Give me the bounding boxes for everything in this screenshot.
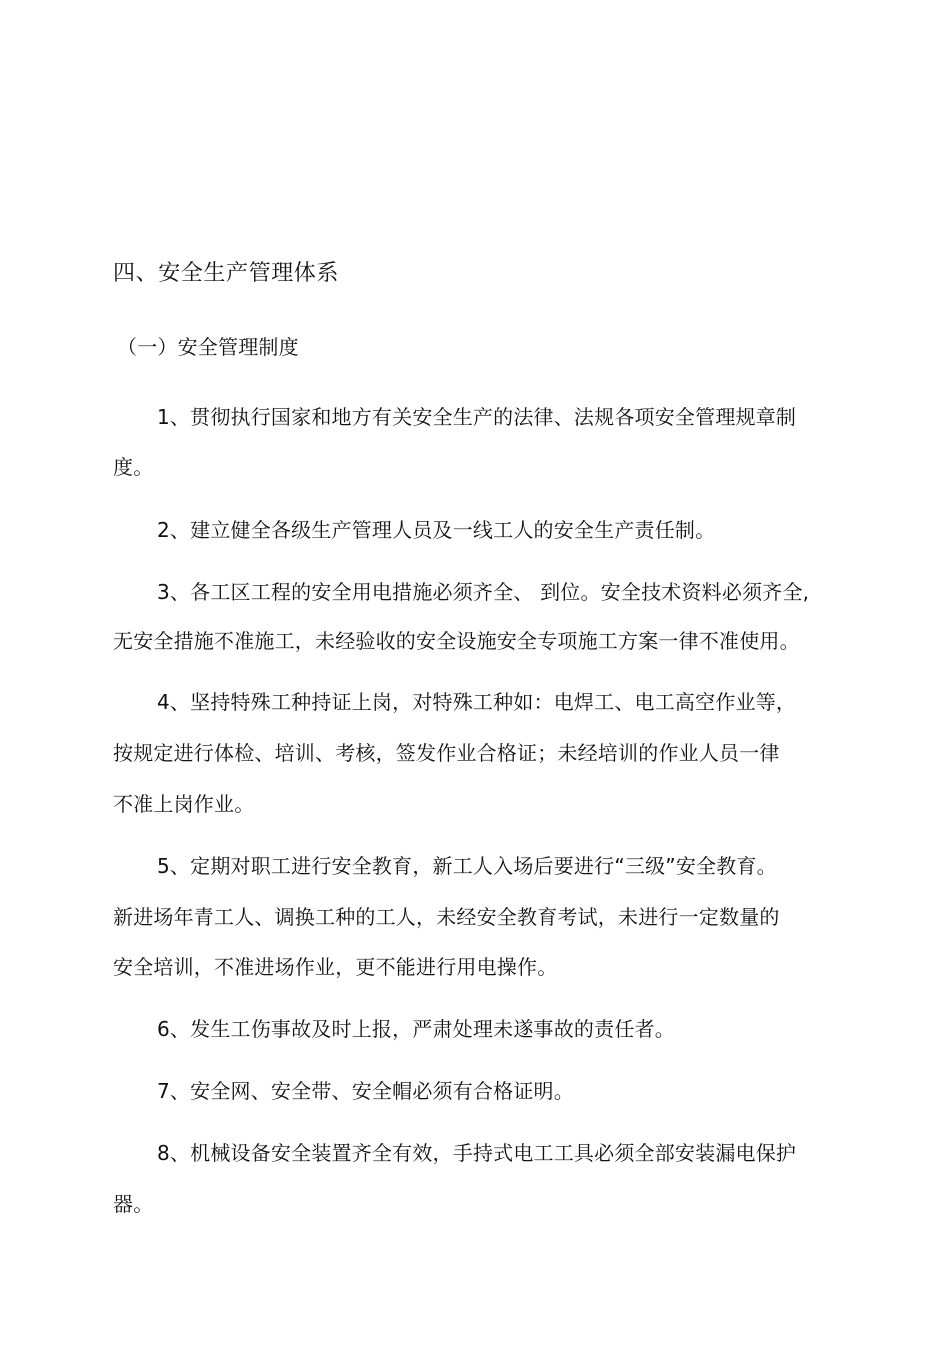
subsection-title: （一）安全管理制度 — [117, 335, 299, 359]
item-5-line-3: 安全培训，不准进场作业，更不能进行用电操作。 — [113, 955, 558, 979]
item-1-line-2: 度。 — [113, 455, 154, 479]
item-8-line-2: 器。 — [113, 1192, 154, 1216]
item-4-line-3: 不准上岗作业。 — [113, 792, 255, 816]
item-3-line-2: 无安全措施不准施工，未经验收的安全设施安全专项施工方案一律不准使用。 — [113, 629, 800, 653]
item-3-line-1: 3、各工区工程的安全用电措施必须齐全、 到位。安全技术资料必须齐全, — [157, 580, 810, 604]
item-8-line-1: 8、机械设备安全装置齐全有效，手持式电工工具必须全部安装漏电保护 — [157, 1141, 797, 1165]
item-1-line-1: 1、贯彻执行国家和地方有关安全生产的法律、法规各项安全管理规章制 — [157, 405, 797, 429]
item-7-line-1: 7、安全网、安全带、安全帽必须有合格证明。 — [157, 1079, 574, 1103]
section-title: 四、安全生产管理体系 — [113, 261, 340, 286]
item-6-line-1: 6、发生工伤事故及时上报，严肃处理未遂事故的责任者。 — [157, 1017, 675, 1041]
item-5-line-1: 5、定期对职工进行安全教育，新工人入场后要进行“三级”安全教育。 — [157, 854, 777, 878]
item-5-line-2: 新进场年青工人、调换工种的工人，未经安全教育考试，未进行一定数量的 — [113, 905, 780, 929]
item-4-line-1: 4、坚持特殊工种持证上岗，对特殊工种如：电焊工、电工高空作业等， — [157, 690, 797, 714]
item-4-line-2: 按规定进行体检、培训、考核，签发作业合格证；未经培训的作业人员一律 — [113, 741, 780, 765]
item-2-line-1: 2、建立健全各级生产管理人员及一线工人的安全生产责任制。 — [157, 518, 716, 542]
